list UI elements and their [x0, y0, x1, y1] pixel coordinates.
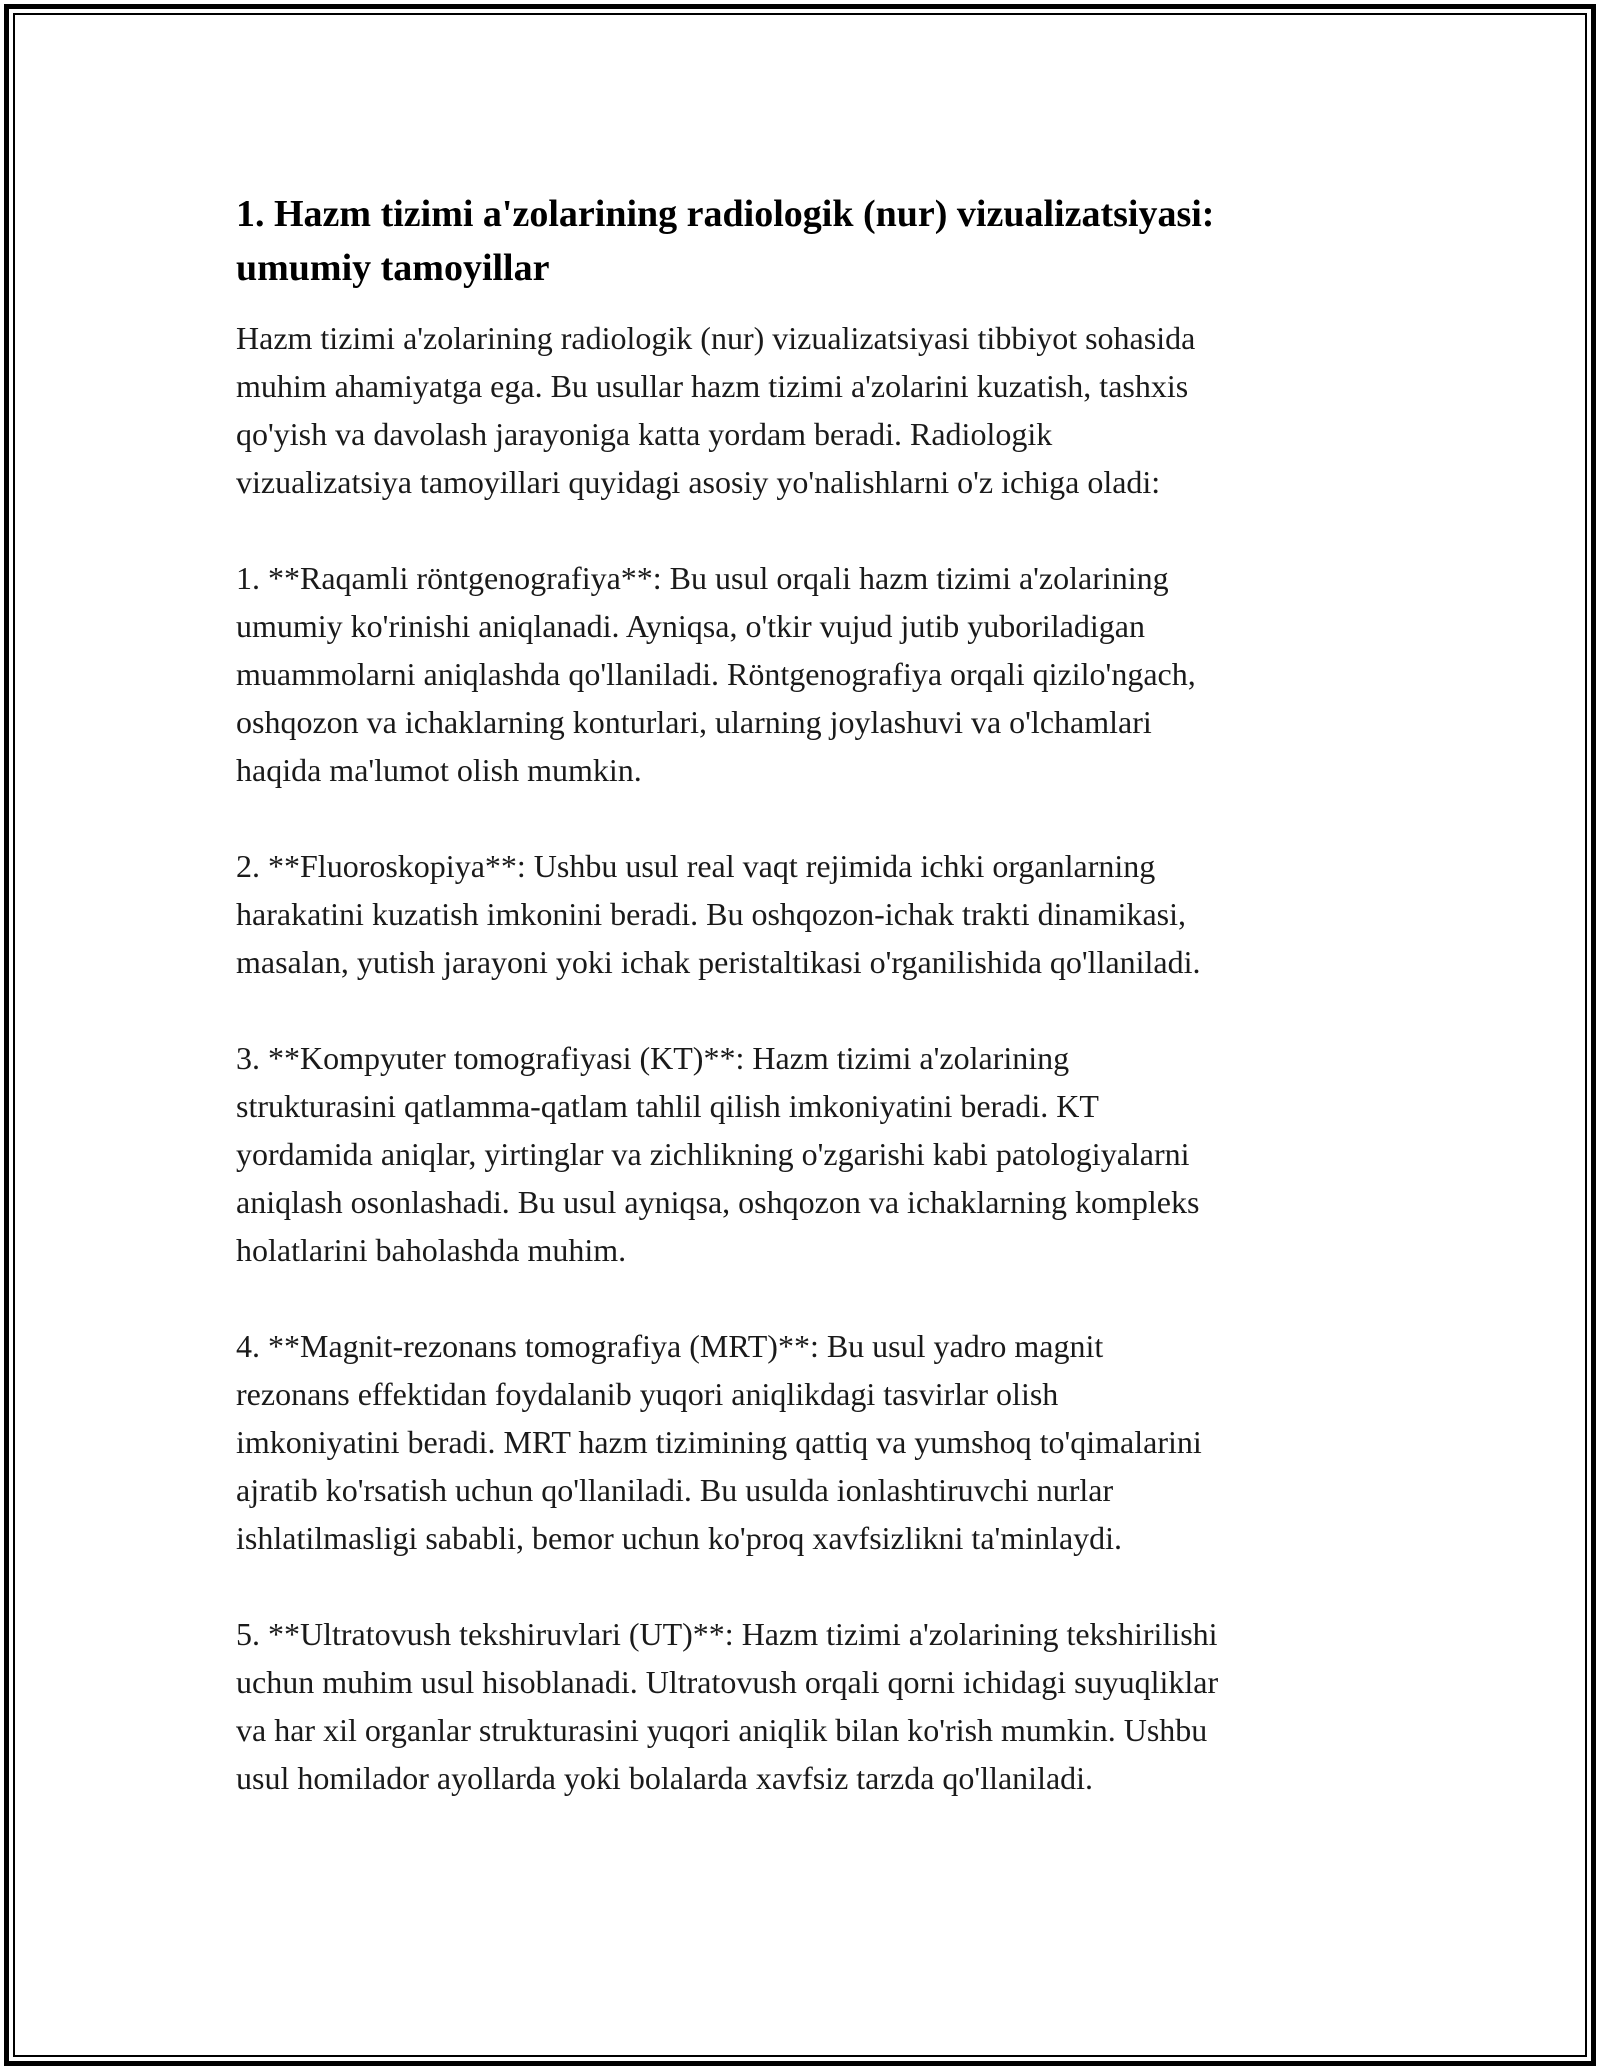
- document-title: [236, 187, 1396, 295]
- document-title-line-1: 1. Hazm tizimi a'zolarining radiologik (nur) vizualizatsiyasi:: [236, 193, 1215, 235]
- document-body: Hazm tizimi a'zolarining radiologik (nur) vizualizatsiyasi tibbiyot sohasida muhim ahamiyatga ega. Bu usullar hazm tizimi a'zolarini kuzatish, tashxis qo'yish va davolash jarayoniga katta yordam beradi. Radiologik vizualizatsiya tamoyillari quyidagi asosiy yo'nalishlarni o'z ichiga oladi: 1. **Raqamli röntgenografiya**: Bu usul orqali hazm tizimi a'zolarining umumiy ko'rinishi aniqlanadi. Ayniqsa, o'tkir vujud jutib yuboriladigan muammolarni aniqlashda qo'llaniladi. Röntgenografiya orqali qizilo'ngach, oshqozon va ichaklarning konturlari, ularning joylashuvi va o'lchamlari haqida ma'lumot olish mumkin. 2. **Fluoroskopiya**: Ushbu usul real vaqt rejimida ichki organlarning harakatini kuzatish imkonini beradi. Bu oshqozon-ichak trakti dinamikasi, masalan, yutish jarayoni yoki ichak peristaltikasi o'rganilishida qo'llaniladi. 3. **Kompyuter tomografiyasi (KT)**: Hazm tizimi a'zolarining strukturasini qatlamma-qatlam tahlil qilish imkoniyatini beradi. KT yordamida aniqlar, yirtinglar va zichlikning o'zgarishi kabi patologiyalarni aniqlash osonlashadi. Bu usul ayniqsa, oshqozon va ichaklarning kompleks holatlarini baholashda muhim. 4. **Magnit-rezonans tomografiya (MRT)**: Bu usul yadro magnit rezonans effektidan foydalanib yuqori aniqlikdagi tasvirlar olish imkoniyatini beradi. MRT hazm tizimining qattiq va yumshoq to'qimalarini ajratib ko'rsatish uchun qo'llaniladi. Bu usulda ionlashtiruvchi nurlar ishlatilmasligi sababli, bemor uchun ko'proq xavfsizlikni ta'minlaydi. 5. **Ultratovush tekshiruvlari (UT)**: Hazm tizimi a'zolarining tekshirilishi uchun muhim usul hisoblanadi. Ultratovush orqali qorni ichidagi suyuqliklar va har xil organlar strukturasini yuqori aniqlik bilan ko'rish mumkin. Ushbu usul homilador ayollarda yoki bolalarda xavfsiz tarzda qo'llaniladi.: [236, 320, 1219, 1796]
- document-title-line-2: umumiy tamoyillar: [236, 247, 550, 289]
- document-content: [236, 187, 1396, 1802]
